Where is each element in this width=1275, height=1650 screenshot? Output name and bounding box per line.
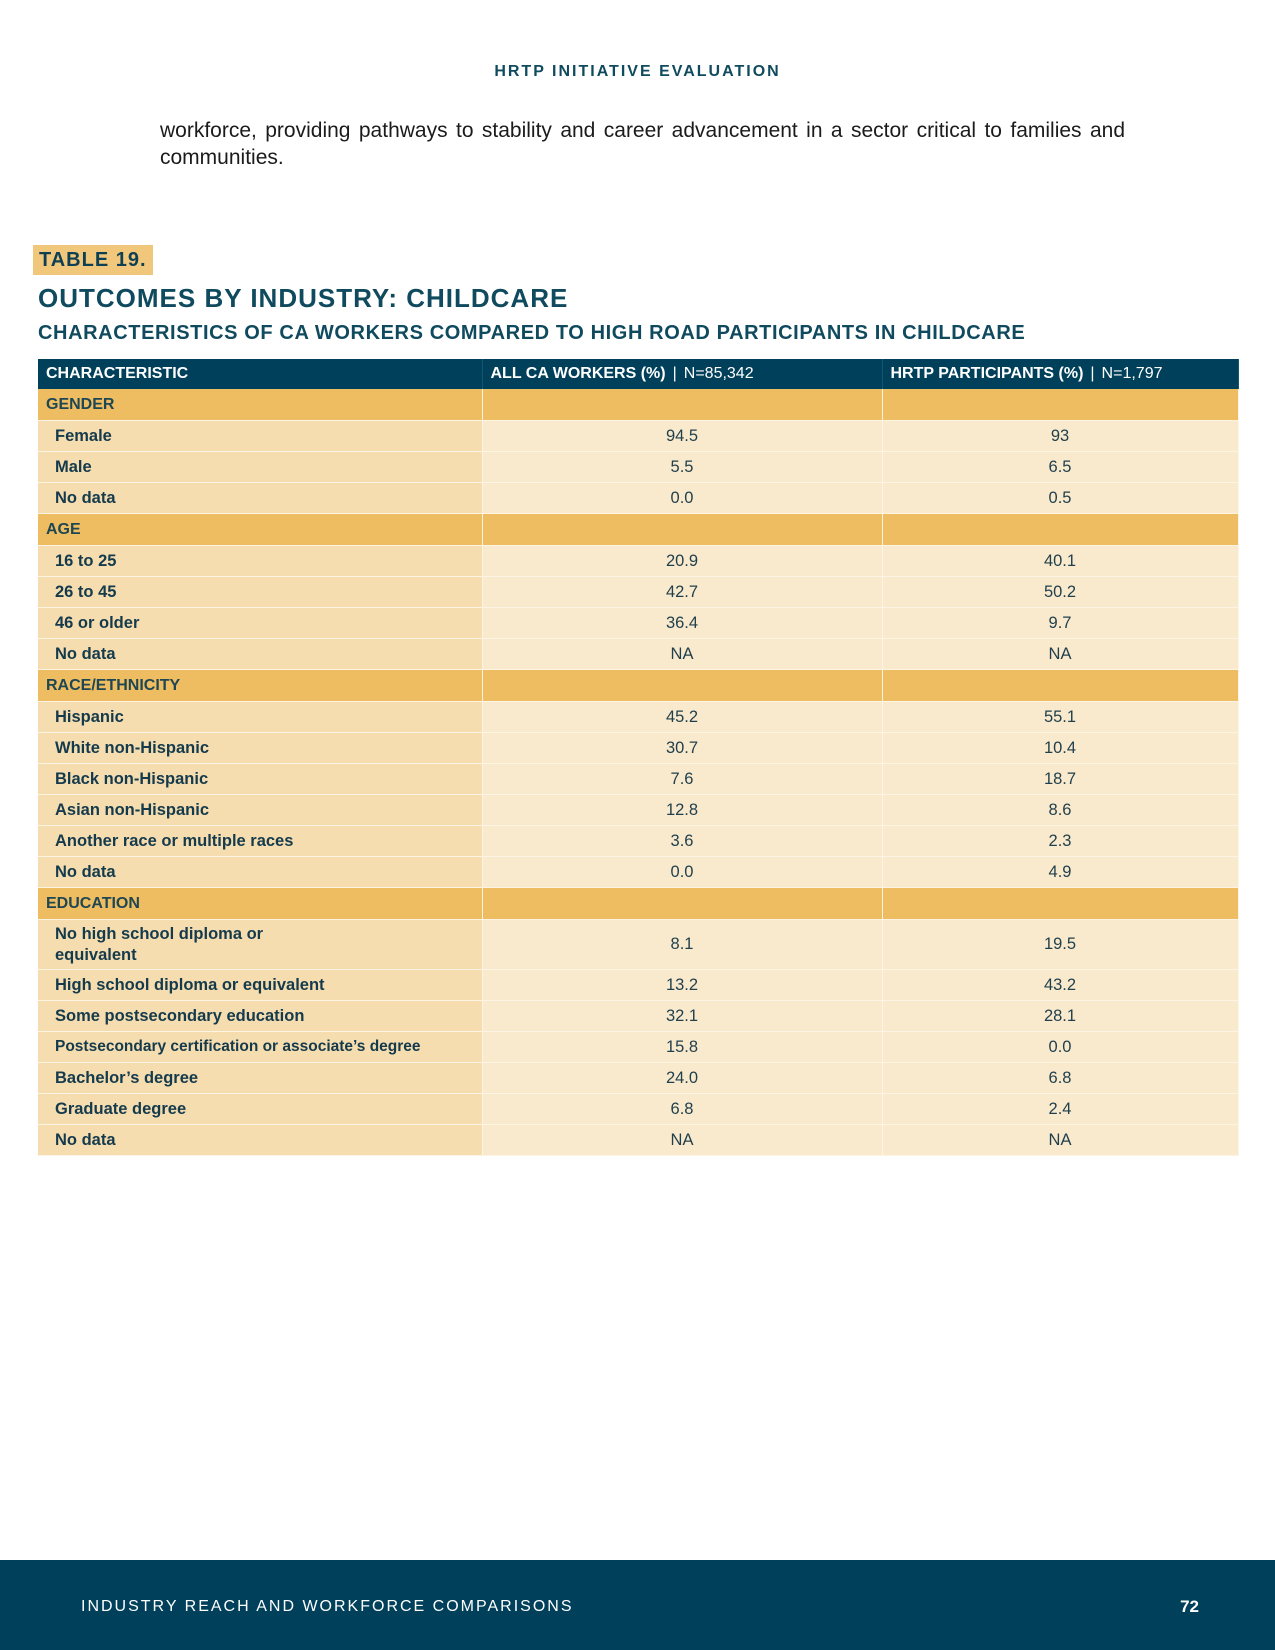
row-label: Asian non-Hispanic (38, 795, 482, 826)
ca-value: 32.1 (482, 1001, 882, 1032)
hrtp-value: 55.1 (882, 702, 1238, 733)
table-row (38, 608, 1238, 639)
row-label: Hispanic (38, 702, 482, 733)
hrtp-value: 93 (882, 421, 1238, 452)
ca-value: 6.8 (482, 1094, 882, 1125)
ca-value: 5.5 (482, 452, 882, 483)
hrtp-value: 9.7 (882, 608, 1238, 639)
section-row (38, 888, 1238, 920)
footer-section-name: INDUSTRY REACH AND WORKFORCE COMPARISONS (81, 1598, 574, 1615)
section-row (38, 670, 1238, 702)
row-label: 16 to 25 (38, 546, 482, 577)
ca-value: 42.7 (482, 577, 882, 608)
table-row (38, 577, 1238, 608)
hrtp-value: 18.7 (882, 764, 1238, 795)
section-row (38, 514, 1238, 546)
ca-value: 0.0 (482, 857, 882, 888)
table-row (38, 639, 1238, 670)
hrtp-value: 28.1 (882, 1001, 1238, 1032)
row-label: Postsecondary certification or associate’s degree (38, 1032, 482, 1063)
section-label: EDUCATION (38, 888, 482, 920)
ca-workers-label: ALL CA WORKERS (%) (490, 365, 666, 382)
table-row (38, 970, 1238, 1001)
section-row (38, 389, 1238, 421)
ca-value: 94.5 (482, 421, 882, 452)
table-row (38, 857, 1238, 888)
ca-value: 20.9 (482, 546, 882, 577)
row-label: 26 to 45 (38, 577, 482, 608)
row-label: Graduate degree (38, 1094, 482, 1125)
row-label: White non-Hispanic (38, 733, 482, 764)
row-label: High school diploma or equivalent (38, 970, 482, 1001)
row-label: No data (38, 857, 482, 888)
ca-value: 13.2 (482, 970, 882, 1001)
ca-value: 36.4 (482, 608, 882, 639)
hrtp-value: 43.2 (882, 970, 1238, 1001)
section-label: AGE (38, 514, 482, 546)
hrtp-value: 2.3 (882, 826, 1238, 857)
header-separator: | (1090, 365, 1095, 382)
ca-value: 3.6 (482, 826, 882, 857)
ca-value: 45.2 (482, 702, 882, 733)
header-separator: | (672, 365, 677, 382)
hrtp-value: 40.1 (882, 546, 1238, 577)
table-row (38, 1032, 1238, 1063)
row-label: 46 or older (38, 608, 482, 639)
table-title: OUTCOMES BY INDUSTRY: CHILDCARE (38, 283, 569, 313)
ca-value: 24.0 (482, 1063, 882, 1094)
hrtp-value: 50.2 (882, 577, 1238, 608)
column-header-hrtp (882, 359, 1238, 389)
hrtp-label: HRTP PARTICIPANTS (%) (890, 365, 1084, 382)
ca-value: 7.6 (482, 764, 882, 795)
column-header-ca-workers (482, 359, 882, 389)
section-label: GENDER (38, 389, 482, 421)
row-label: No data (38, 639, 482, 670)
row-label: Male (38, 452, 482, 483)
hrtp-n: N=1,797 (1101, 365, 1163, 382)
hrtp-value: 6.5 (882, 452, 1238, 483)
table-row (38, 546, 1238, 577)
table-header-row (38, 359, 1238, 389)
column-header-characteristic: CHARACTERISTIC (38, 359, 482, 389)
row-label: No high school diploma or equivalent (38, 920, 482, 970)
table-row (38, 1094, 1238, 1125)
table-row (38, 702, 1238, 733)
table-row (38, 764, 1238, 795)
row-label: Black non-Hispanic (38, 764, 482, 795)
table-row (38, 1063, 1238, 1094)
hrtp-value: 8.6 (882, 795, 1238, 826)
table-row (38, 483, 1238, 514)
row-label: Female (38, 421, 482, 452)
page-footer (0, 1560, 1275, 1650)
table-row (38, 733, 1238, 764)
intro-paragraph: workforce, providing pathways to stability and career advancement in a sector critical to families and communities. (160, 119, 1125, 169)
hrtp-value: 6.8 (882, 1063, 1238, 1094)
ca-value: 0.0 (482, 483, 882, 514)
ca-value: 8.1 (482, 920, 882, 970)
running-head: HRTP INITIATIVE EVALUATION (494, 63, 781, 80)
hrtp-value: NA (882, 1125, 1238, 1156)
table-row (38, 1125, 1238, 1156)
hrtp-value: NA (882, 639, 1238, 670)
ca-value: 15.8 (482, 1032, 882, 1063)
ca-value: NA (482, 639, 882, 670)
table-row (38, 421, 1238, 452)
hrtp-value: 2.4 (882, 1094, 1238, 1125)
hrtp-value: 0.0 (882, 1032, 1238, 1063)
ca-value: NA (482, 1125, 882, 1156)
table-row (38, 452, 1238, 483)
row-label: Another race or multiple races (38, 826, 482, 857)
ca-workers-n: N=85,342 (683, 365, 754, 382)
characteristics-table (38, 359, 1239, 1156)
page-number: 72 (1180, 1597, 1199, 1616)
row-label: No data (38, 1125, 482, 1156)
hrtp-value: 19.5 (882, 920, 1238, 970)
row-label: No data (38, 483, 482, 514)
table-row (38, 920, 1238, 970)
table-subtitle: CHARACTERISTICS OF CA WORKERS COMPARED TO HIGH ROAD PARTICIPANTS IN CHILDCARE (38, 322, 1026, 344)
hrtp-value: 0.5 (882, 483, 1238, 514)
ca-value: 30.7 (482, 733, 882, 764)
hrtp-value: 4.9 (882, 857, 1238, 888)
ca-value: 12.8 (482, 795, 882, 826)
table-label: TABLE 19. (33, 245, 153, 275)
hrtp-value: 10.4 (882, 733, 1238, 764)
row-label: Some postsecondary education (38, 1001, 482, 1032)
table-row (38, 795, 1238, 826)
row-label: Bachelor’s degree (38, 1063, 482, 1094)
table-row (38, 1001, 1238, 1032)
section-label: RACE/ETHNICITY (38, 670, 482, 702)
table-row (38, 826, 1238, 857)
